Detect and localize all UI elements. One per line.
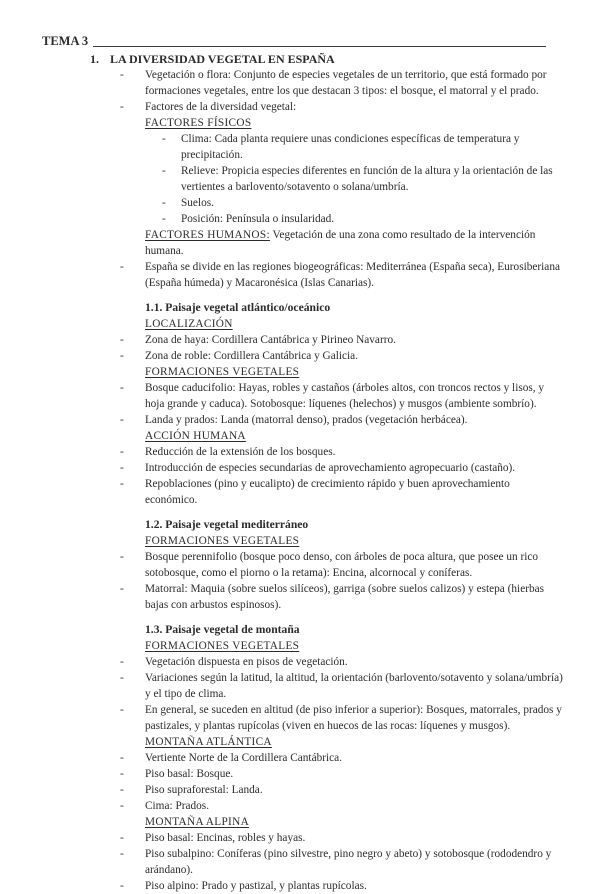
- underlined-heading: [42, 638, 564, 654]
- heading-text: LOCALIZACIÓN: [145, 318, 233, 330]
- bullet-dash-icon: -: [120, 350, 124, 362]
- bullet-item: [42, 798, 564, 814]
- bullet-dash-icon: -: [162, 133, 166, 145]
- underlined-heading: [42, 734, 564, 750]
- subsection-title: 1.3. Paisaje vegetal de montaña: [145, 623, 300, 636]
- bullet-text: España se divide en las regiones biogeográficas: Mediterránea (España seca), Eurosiberiana (España húmeda) y Macaronésica (Islas Canarias).: [145, 261, 560, 289]
- underlined-heading: [42, 316, 564, 332]
- document-header: [42, 31, 564, 48]
- heading-text: FORMACIONES VEGETALES: [145, 640, 300, 652]
- bullet-item: [42, 750, 564, 766]
- bullet-item: [42, 846, 564, 878]
- heading-text: FACTORES HUMANOS:: [145, 229, 270, 241]
- bullet-item: [42, 549, 564, 581]
- bullet-item: [42, 332, 564, 348]
- bullet-item: [42, 782, 564, 798]
- bullet-dash-icon: -: [120, 583, 124, 595]
- bullet-text: Vegetación o flora: Conjunto de especies vegetales de un territorio, que está formado por formaciones vegetales, entre los que destacan 3 tipos: el bosque, el matorral y el prado.: [145, 69, 547, 97]
- bullet-dash-icon: -: [162, 197, 166, 209]
- bullet-dash-icon: -: [120, 656, 124, 668]
- bullet-item: [42, 211, 564, 227]
- bullet-item: [42, 67, 564, 99]
- bullet-dash-icon: -: [120, 800, 124, 812]
- bullet-item: [42, 476, 564, 508]
- bullet-dash-icon: -: [120, 462, 124, 474]
- bullet-item: [42, 380, 564, 412]
- bullet-dash-icon: -: [120, 551, 124, 563]
- bullet-item: [42, 766, 564, 782]
- bullet-text: Bosque caducifolio: Hayas, robles y castaños (árboles altos, con troncos rectos y lisos, y hoja grande y caduca). Sotobosque: líquenes (helechos) y musgos (ambiente sombrío).: [145, 382, 545, 410]
- bullet-text: Reducción de la extensión de los bosques.: [145, 446, 336, 458]
- heading-text: MONTAÑA ALPINA: [145, 816, 250, 828]
- bullet-dash-icon: -: [120, 101, 124, 113]
- subsection-title: 1.2. Paisaje vegetal mediterráneo: [145, 518, 309, 531]
- bullet-dash-icon: -: [120, 704, 124, 716]
- bullet-text: Variaciones según la latitud, la altitud, la orientación (barlovento/sotavento y solana/umbría) y el tipo de clima.: [145, 672, 563, 700]
- bullet-text: Posición: Península o insularidad.: [181, 213, 335, 225]
- bullet-dash-icon: -: [120, 334, 124, 346]
- bullet-dash-icon: -: [120, 672, 124, 684]
- underlined-heading: [42, 533, 564, 549]
- bullet-item: [42, 654, 564, 670]
- underlined-heading: [42, 364, 564, 380]
- main-section-heading: LA DIVERSIDAD VEGETAL EN ESPAÑA: [110, 52, 335, 66]
- bullet-text: Matorral: Maquia (sobre suelos silíceos), garriga (sobre suelos calizos) y estepa (hierbas bajas con arbustos espinosos).: [145, 583, 545, 611]
- bullet-dash-icon: -: [120, 752, 124, 764]
- bullet-text: Piso subalpino: Coníferas (pino silvestre, pino negro y abeto) y sotobosque (rododendro y arándano).: [145, 848, 552, 876]
- bullet-dash-icon: -: [120, 478, 124, 490]
- bullet-text: Introducción de especies secundarias de aprovechamiento agropecuario (castaño).: [145, 462, 516, 474]
- underlined-heading: [42, 428, 564, 444]
- heading-text: MONTAÑA ATLÁNTICA: [145, 736, 272, 748]
- bullet-item: [42, 581, 564, 613]
- heading-trailing-text: Vegetación de una zona como resultado de la intervención humana.: [145, 229, 536, 257]
- bullet-dash-icon: -: [120, 880, 124, 892]
- bullet-item: [42, 131, 564, 163]
- bullet-item: [42, 830, 564, 846]
- underlined-heading: [42, 115, 564, 131]
- bullet-item: [42, 460, 564, 476]
- main-section-title: [90, 51, 564, 67]
- header-underline: [93, 46, 546, 47]
- bullet-text: Piso alpino: Prado y pastizal, y plantas rupícolas.: [145, 880, 367, 892]
- bullet-dash-icon: -: [162, 213, 166, 225]
- bullet-item: [42, 259, 564, 291]
- bullet-text: Cima: Prados.: [145, 800, 210, 812]
- bullet-text: Piso basal: Bosque.: [145, 768, 234, 780]
- bullet-text: Vertiente Norte de la Cordillera Cantábrica.: [145, 752, 342, 764]
- heading-text: FACTORES FÍSICOS: [145, 117, 252, 129]
- header-title: TEMA 3: [42, 34, 89, 48]
- bullet-dash-icon: -: [162, 165, 166, 177]
- bullet-dash-icon: -: [120, 784, 124, 796]
- bullet-dash-icon: -: [120, 69, 124, 81]
- bullet-text: Piso basal: Encinas, robles y hayas.: [145, 832, 306, 844]
- bullet-dash-icon: -: [120, 414, 124, 426]
- heading-text: FORMACIONES VEGETALES: [145, 535, 300, 547]
- bullet-item: [42, 412, 564, 428]
- bullet-text: Landa y prados: Landa (matorral denso), prados (vegetación herbácea).: [145, 414, 468, 426]
- bullet-text: En general, se suceden en altitud (de piso inferior a superior): Bosques, matorrales, prados y pastizales, y plantas rupícolas (viven en huecos de las rocas: líquenes y musgos).: [145, 704, 562, 732]
- bullet-item: [42, 348, 564, 364]
- bullet-dash-icon: -: [120, 848, 124, 860]
- bullet-dash-icon: -: [120, 768, 124, 780]
- bullet-text: Zona de haya: Cordillera Cantábrica y Pirineo Navarro.: [145, 334, 396, 346]
- bullet-item: [42, 195, 564, 211]
- bullet-text: Zona de roble: Cordillera Cantábrica y Galicia.: [145, 350, 358, 362]
- bullet-dash-icon: -: [120, 446, 124, 458]
- bullet-text: Clima: Cada planta requiere unas condiciones específicas de temperatura y precipitación.: [181, 133, 520, 161]
- main-section-number: 1.: [90, 52, 99, 66]
- underlined-heading: [42, 814, 564, 830]
- bullet-text: Vegetación dispuesta en pisos de vegetación.: [145, 656, 348, 668]
- document-body: [42, 67, 564, 894]
- bullet-dash-icon: -: [120, 382, 124, 394]
- heading-text: ACCIÓN HUMANA: [145, 430, 246, 442]
- bullet-item: [42, 702, 564, 734]
- bullet-dash-icon: -: [120, 832, 124, 844]
- bullet-item: [42, 163, 564, 195]
- bullet-text: Factores de la diversidad vegetal:: [145, 101, 297, 113]
- underlined-heading-with-text: [42, 227, 564, 259]
- bullet-text: Relieve: Propicia especies diferentes en función de la altura y la orientación de las vertientes a barlovento/sotavento o solana/umbría.: [181, 165, 553, 193]
- bullet-text: Repoblaciones (pino y eucalipto) de crecimiento rápido y buen aprovechamiento económico.: [145, 478, 510, 506]
- bullet-item: [42, 444, 564, 460]
- bullet-item: [42, 99, 564, 115]
- bullet-text: Bosque perennifolio (bosque poco denso, con árboles de poca altura, que posee un rico sotobosque, como el piorno o la retama): Encina, alcornocal y coníferas.: [145, 551, 539, 579]
- heading-text: FORMACIONES VEGETALES: [145, 366, 300, 378]
- bullet-item: [42, 878, 564, 894]
- subsection-title: 1.1. Paisaje vegetal atlántico/oceánico: [145, 301, 331, 314]
- bullet-item: [42, 670, 564, 702]
- bullet-dash-icon: -: [120, 261, 124, 273]
- bullet-text: Piso supraforestal: Landa.: [145, 784, 263, 796]
- bullet-text: Suelos.: [181, 197, 214, 209]
